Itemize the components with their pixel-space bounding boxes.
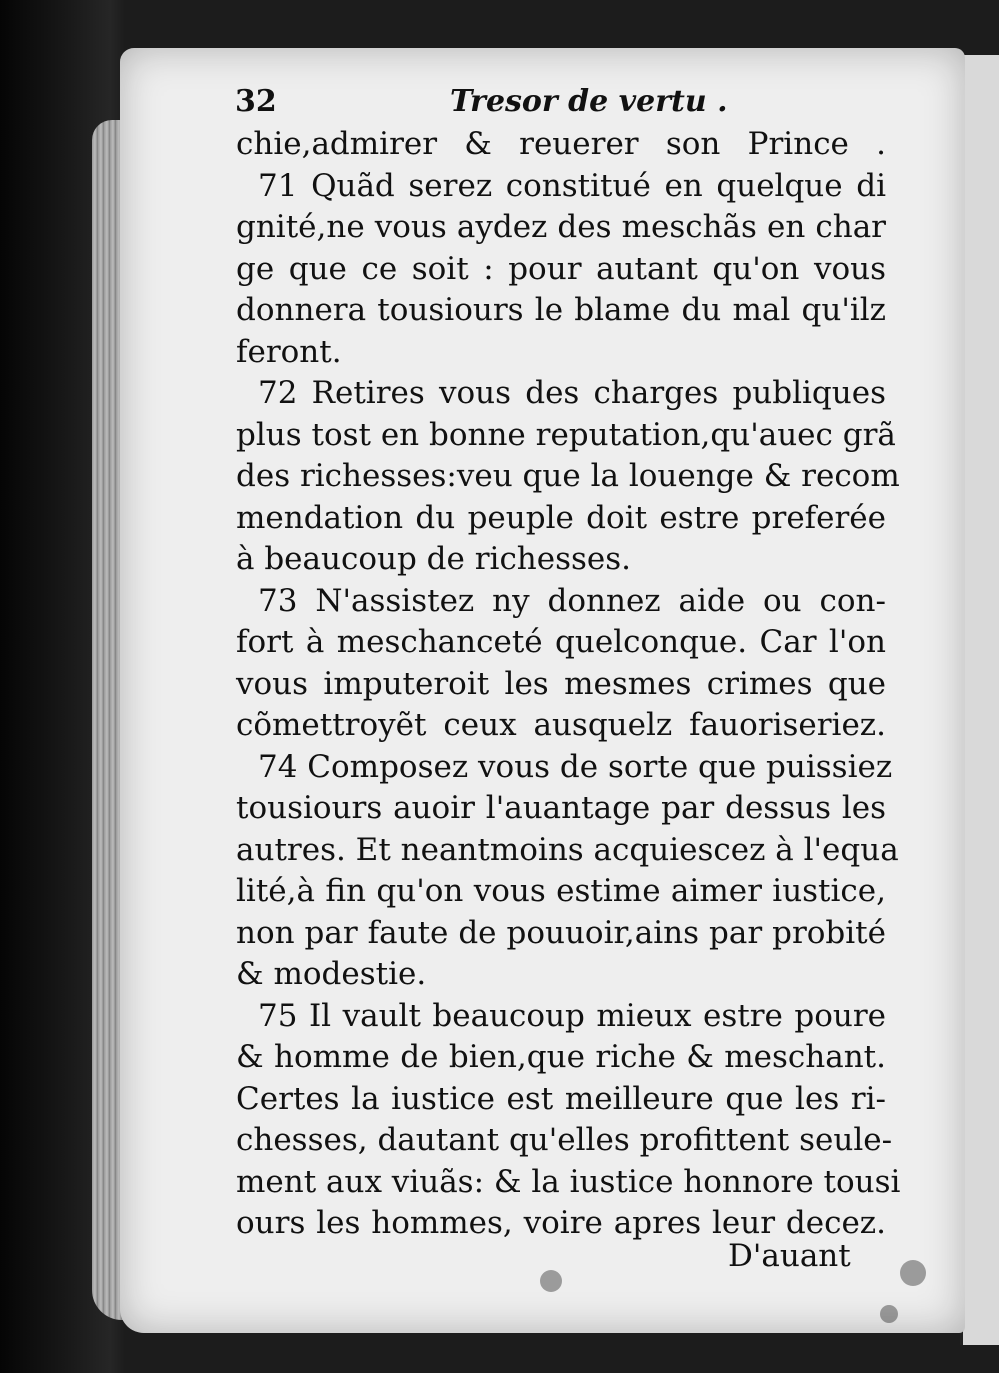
text-line: non par faute de pouuoir,ains par probité (236, 914, 886, 951)
text-line: ment aux viuãs: & la iustice honnore tousi (236, 1163, 901, 1200)
ink-stain (540, 1270, 562, 1292)
text-line: cõmettroyẽt ceux ausquelz fauoriseriez. (236, 707, 886, 743)
text-line: 75 Il vault beaucoup mieux estre poure (258, 997, 886, 1034)
page-number: 32 (235, 84, 277, 119)
catchword: D'auant (728, 1238, 851, 1274)
text-line: vous imputeroit les mesmes crimes que (236, 665, 886, 702)
text-line: chie,admirer & reuerer son Prince . (236, 126, 886, 162)
text-line: chesses, dautant qu'elles profittent seule- (236, 1122, 893, 1158)
text-line: à beaucoup de richesses. (236, 541, 632, 577)
text-line: gnité,ne vous aydez des meschãs en char (236, 209, 886, 245)
text-line: donnera tousiours le blame du mal qu'ilz (236, 292, 886, 328)
text-line: ge que ce soit : pour autant qu'on vous (236, 250, 886, 287)
ink-stain (880, 1305, 898, 1323)
text-line: lité,à fin qu'on vous estime aimer iustice, (236, 873, 886, 909)
text-line: 72 Retires vous des charges publiques (258, 375, 886, 411)
facing-page-edge (960, 55, 999, 1345)
text-line: Certes la iustice est meilleure que les ri- (236, 1080, 886, 1117)
page-header (235, 84, 875, 128)
text-line: 74 Composez vous de sorte que puissiez (258, 748, 893, 785)
text-line: feront. (236, 333, 342, 370)
text-line: 71 Quãd serez constitué en quelque di (258, 167, 886, 204)
text-block (236, 124, 901, 1245)
text-line: ours les hommes, voire apres leur decez. (236, 1205, 886, 1241)
running-title: Tresor de vertu . (450, 84, 728, 119)
text-line: des richesses:veu que la louenge & recom (236, 458, 900, 494)
text-line: autres. Et neantmoins acquiescez à l'equa (236, 831, 899, 868)
text-line: & modestie. (236, 956, 427, 992)
text-line: mendation du peuple doit estre preferée (236, 499, 886, 536)
ink-stain (900, 1260, 926, 1286)
text-line: tousiours auoir l'auantage par dessus les (236, 790, 886, 826)
text-line: plus tost en bonne reputation,qu'auec grã (236, 416, 896, 453)
text-line: 73 N'assistez ny donnez aide ou con- (258, 582, 886, 619)
text-line: fort à meschanceté quelconque. Car l'on (236, 624, 886, 660)
text-line: & homme de bien,que riche & meschant. (236, 1039, 886, 1075)
